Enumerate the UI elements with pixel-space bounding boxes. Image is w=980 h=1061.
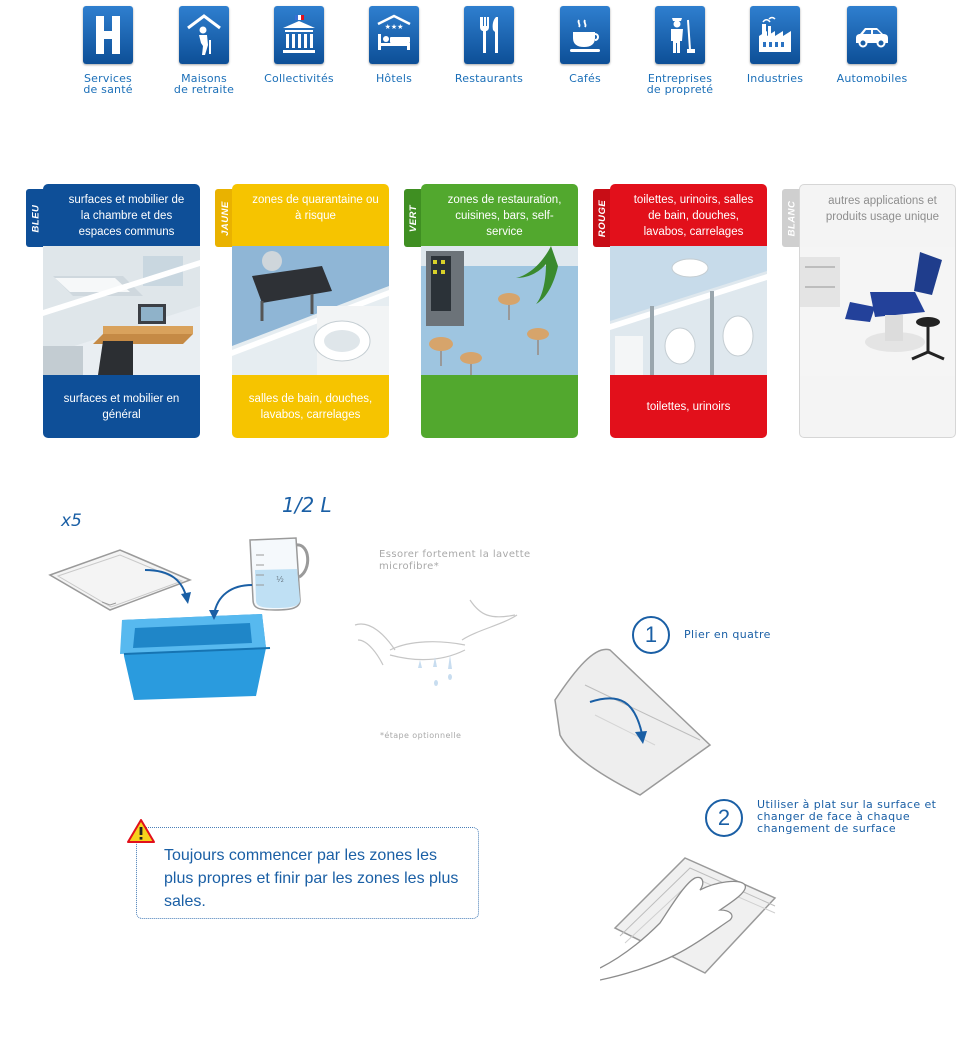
zone-tab-label: ROUGE	[597, 199, 609, 237]
coffee-icon	[560, 6, 610, 64]
warning-box	[136, 827, 479, 919]
zone-card-red[interactable]	[597, 184, 770, 438]
sector-restaurants[interactable]	[434, 6, 544, 84]
elderly-icon	[179, 6, 229, 64]
hand-on-cloth-illustration	[600, 848, 780, 988]
cleaner-icon	[655, 6, 705, 64]
sector-label: Restaurants	[454, 72, 524, 85]
warning-icon	[126, 818, 156, 844]
zone-card-green[interactable]	[408, 184, 581, 438]
zone-top-text: zones de quarantaine ou à risque	[252, 194, 379, 222]
institution-icon	[274, 6, 324, 64]
zone-illustration-medical-chair	[800, 247, 955, 376]
sector-label: Hôtels	[375, 72, 413, 85]
hospital-icon	[83, 6, 133, 64]
zone-card-body	[421, 184, 578, 438]
cloth-quantity: x5	[61, 511, 82, 531]
measure-mark: ½	[276, 575, 284, 584]
step-2-text: Utiliser à plat sur la surface et changer de face à chaque changement de surface	[757, 798, 937, 835]
zone-bottom-text	[800, 376, 955, 438]
zone-bottom-text	[421, 375, 578, 438]
water-quantity: 1/2 L	[282, 493, 332, 517]
sector-collectivities[interactable]	[244, 6, 354, 84]
sector-industries[interactable]	[720, 6, 830, 84]
zone-card-body	[799, 184, 956, 438]
sector-label: Cafés	[569, 72, 601, 85]
optional-note: *étape optionnelle	[380, 731, 462, 740]
hotel-icon	[369, 6, 419, 64]
zone-bottom-text: surfaces et mobilier en général	[63, 392, 180, 421]
zone-tab-label: BLEU	[30, 204, 42, 232]
zone-tab-label: JAUNE	[219, 200, 231, 236]
measuring-jug-icon	[250, 538, 308, 610]
step-1-number: 1	[632, 616, 670, 654]
sector-cleaning-companies[interactable]	[625, 6, 735, 95]
zone-card-body	[610, 184, 767, 438]
zone-tab-label: BLANC	[786, 200, 798, 236]
zone-bottom-text: salles de bain, douches, lavabos, carrelages	[248, 392, 373, 421]
wringing-hands-illustration	[350, 595, 530, 695]
sector-cafes[interactable]	[530, 6, 640, 84]
car-icon	[847, 6, 897, 64]
zone-card-blue[interactable]	[30, 184, 203, 438]
sector-label: Entreprises de propreté	[646, 72, 714, 96]
zone-illustration-toilets	[610, 246, 767, 375]
sector-label: Automobiles	[836, 72, 908, 85]
factory-icon	[750, 6, 800, 64]
sector-icons-row	[0, 0, 980, 110]
zone-card-body	[232, 184, 389, 438]
svg-text:★★★: ★★★	[384, 23, 404, 31]
sector-automobiles[interactable]	[817, 6, 927, 84]
zone-illustration-room-office	[43, 246, 200, 375]
zone-illustration-restaurant	[421, 246, 578, 375]
zone-card-yellow[interactable]	[219, 184, 392, 438]
zone-top-text: autres applications et produits usage unique	[825, 195, 940, 223]
folded-cloth-illustration	[545, 640, 715, 800]
warning-text: Toujours commencer par les zones les plus propres et finir par les zones les plus sales.	[164, 847, 459, 910]
sector-label: Collectivités	[264, 72, 334, 85]
zone-tab-label: VERT	[408, 204, 420, 232]
zone-bottom-text: toilettes, urinoirs	[646, 400, 731, 413]
sector-health[interactable]	[53, 6, 163, 95]
cutlery-icon	[464, 6, 514, 64]
zone-top-text: zones de restauration, cuisines, bars, self-service	[447, 194, 562, 238]
wring-instruction: Essorer fortement la lavette microfibre*	[379, 549, 531, 572]
zone-card-body	[43, 184, 200, 438]
step-1-text: Plier en quatre	[684, 628, 771, 641]
zone-top-text: toilettes, urinoirs, salles de bain, douches, lavabos, carrelages	[633, 194, 754, 238]
sector-label: Industries	[746, 72, 804, 85]
bucket-icon	[120, 614, 270, 700]
zone-top-text: surfaces et mobilier de la chambre et des espaces communs	[68, 194, 185, 238]
zone-illustration-quarantine-bathroom	[232, 246, 389, 375]
microfibre-cloth-icon	[50, 550, 190, 610]
sector-hotels[interactable]	[339, 6, 449, 84]
preparation-illustration	[40, 520, 340, 710]
sector-label: Services de santé	[83, 72, 133, 96]
zone-card-white[interactable]	[786, 184, 959, 438]
sector-label: Maisons de retraite	[173, 72, 235, 96]
step-2-number: 2	[705, 799, 743, 837]
sector-retirement[interactable]	[149, 6, 259, 95]
